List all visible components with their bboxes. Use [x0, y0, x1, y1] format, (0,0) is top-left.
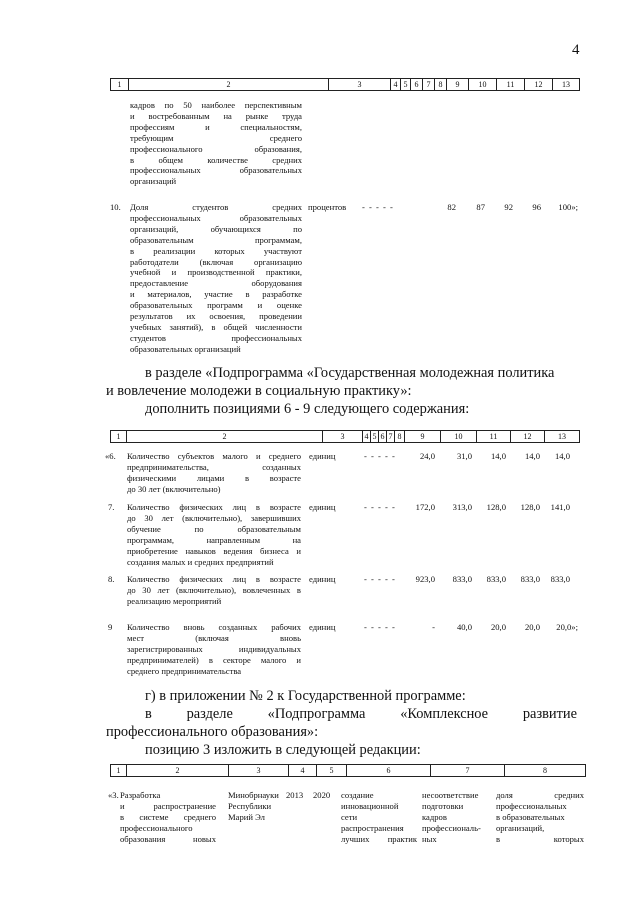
text-line: инновационной: [341, 800, 399, 811]
text-line: подготовки: [422, 800, 464, 811]
unit-cell: процентов: [308, 202, 347, 212]
value-cell: -: [432, 622, 435, 632]
value-cell: 313,0: [452, 502, 472, 512]
empty-cells: - - - - -: [364, 451, 396, 461]
value-cell: 20,0: [524, 622, 540, 632]
paragraph-line: в разделе «Подпрограмма «Комплексное развитие: [145, 706, 577, 722]
text-line: сети: [341, 811, 358, 822]
paragraph-line: профессионального образования»:: [106, 724, 319, 740]
paragraph-line: и вовлечение молодежи в социальную практику»:: [106, 383, 412, 399]
header-cell: 12: [525, 79, 553, 90]
header-cell: 11: [477, 431, 511, 442]
header-cell: 12: [511, 431, 545, 442]
row10-description: [130, 202, 302, 355]
value-cell: 96: [532, 202, 541, 212]
text-line: предпринимателей) в секторе малого и: [127, 654, 301, 665]
paragraph-line: в разделе «Подпрограмма «Государственная молодежная политика: [145, 365, 555, 381]
text-line: Количество вновь созданных рабочих: [127, 622, 301, 632]
text-line: Республики: [228, 800, 272, 811]
header-cell: 11: [497, 79, 525, 90]
header-cell: 6: [411, 79, 423, 90]
text-line: учебных занятий), в общей численности: [130, 321, 302, 332]
row-number: 8.: [108, 574, 115, 584]
table3-col3: [228, 790, 279, 823]
empty-cells: - - - - -: [364, 574, 396, 584]
header-cell: 10: [441, 431, 477, 442]
table3-col5: 2020: [313, 790, 331, 800]
text-line: в образовательных: [496, 811, 565, 822]
value-cell: 923,0: [415, 574, 435, 584]
text-line: организаций, обучающихся по: [130, 223, 302, 234]
text-line: до 30 лет (включительно): [127, 483, 221, 494]
text-line: создание: [341, 790, 374, 800]
table2-header: [110, 430, 580, 443]
text-line: профессиям и специальностям,: [130, 121, 302, 132]
text-line: предоставление оборудования: [130, 278, 302, 289]
text-line: профессиональных образовательных: [130, 212, 302, 223]
header-cell: 3: [229, 765, 289, 776]
header-cell: 8: [435, 79, 447, 90]
text-line: лучших практик: [341, 833, 417, 844]
empty-cells: - - - - -: [364, 622, 396, 632]
unit-cell: единиц: [309, 502, 336, 512]
text-line: кадров: [422, 811, 447, 822]
value-cell: 100»;: [558, 202, 578, 212]
header-cell: 2: [129, 79, 329, 90]
header-cell: 6: [379, 431, 387, 442]
paragraph-line: г) в приложении № 2 к Государственной программе:: [145, 688, 466, 704]
text-line: до 30 лет (включительно), вовлеченных в: [127, 584, 301, 595]
text-line: приобретение навыков ведения бизнеса и: [127, 545, 301, 556]
text-line: зарегистрированных индивидуальных: [127, 643, 301, 654]
header-cell: 5: [401, 79, 411, 90]
row-number: 7.: [108, 502, 115, 512]
text-line: создания малых и средних предприятий: [127, 556, 274, 567]
header-cell: 9: [447, 79, 469, 90]
header-cell: 13: [562, 80, 570, 89]
header-cell: 5: [371, 431, 379, 442]
header-cell: 7: [387, 431, 395, 442]
text-line: распространения: [341, 822, 404, 833]
text-line: учебной и производственной практики,: [130, 267, 302, 278]
row8-description: [127, 574, 301, 607]
row9-description: [127, 622, 301, 677]
header-cell: 8: [543, 766, 547, 775]
table1-continuation-text: [130, 100, 302, 187]
table3-col8: [496, 790, 584, 845]
value-cell: 82: [447, 202, 456, 212]
text-line: Количество физических лиц в возрасте: [127, 502, 301, 512]
text-line: и материалов, участие в разработке: [130, 289, 302, 300]
table3-col6: [341, 790, 417, 845]
text-line: образовательных программ и оценке: [130, 300, 302, 311]
header-cell: 9: [405, 431, 441, 442]
text-line: организаций,: [496, 822, 545, 833]
value-cell: 14,0: [554, 451, 570, 461]
table1-header: [110, 78, 580, 91]
text-line: Количество субъектов малого и среднего: [127, 451, 301, 461]
text-line: среднего предпринимательства: [127, 665, 242, 676]
text-line: физическими лицами в возрасте: [127, 472, 301, 483]
header-cell: 5: [317, 765, 347, 776]
table3-header: [110, 764, 586, 777]
text-line: обучение по образовательным: [127, 523, 301, 534]
value-cell: 20,0»;: [556, 622, 578, 632]
header-cell: 3: [323, 431, 363, 442]
unit-cell: единиц: [309, 622, 336, 632]
text-line: профессионального: [120, 822, 193, 833]
text-line: Минобрнауки: [228, 790, 279, 800]
text-line: профессионального образования,: [130, 143, 302, 154]
unit-cell: единиц: [309, 574, 336, 584]
value-cell: 128,0: [486, 502, 506, 512]
row-number: «3.: [108, 790, 119, 800]
empty-cells: - - - - -: [362, 202, 394, 212]
value-cell: 833,0: [452, 574, 472, 584]
text-line: мест (включая вновь: [127, 632, 301, 643]
row-number: «6.: [105, 451, 116, 461]
text-line: до 30 лет (включительно), завершивших: [127, 512, 301, 523]
unit-cell: единиц: [309, 451, 336, 461]
value-cell: 24,0: [419, 451, 435, 461]
header-cell: 8: [395, 431, 405, 442]
text-line: профессиональных: [496, 800, 567, 811]
value-cell: 14,0: [490, 451, 506, 461]
page-number: 4: [572, 42, 580, 58]
text-line: работодатели (включая организацию: [130, 256, 302, 267]
value-cell: 87: [476, 202, 485, 212]
text-line: образовательных организаций: [130, 343, 241, 354]
text-line: Марий Эл: [228, 811, 265, 822]
header-cell: 7: [423, 79, 435, 90]
text-line: предпринимательства, созданных: [127, 461, 301, 472]
value-cell: 128,0: [520, 502, 540, 512]
header-cell: 2: [127, 765, 229, 776]
text-line: Количество физических лиц в возрасте: [127, 574, 301, 584]
value-cell: 20,0: [490, 622, 506, 632]
text-line: доля средних: [496, 790, 584, 800]
text-line: кадров по 50 наиболее перспективным: [130, 100, 302, 110]
value-cell: 141,0: [550, 502, 570, 512]
text-line: в реализации которых участвуют: [130, 245, 302, 256]
text-line: ных: [422, 833, 437, 844]
text-line: в общем количестве средних: [130, 154, 302, 165]
header-cell: 13: [558, 432, 566, 441]
row-number: 10.: [110, 202, 121, 212]
table3-col2: [120, 790, 216, 845]
value-cell: 92: [504, 202, 513, 212]
value-cell: 31,0: [456, 451, 472, 461]
text-line: в системе среднего: [120, 811, 216, 822]
row6-description: [127, 451, 301, 495]
header-cell: 4: [363, 431, 371, 442]
text-line: организаций: [130, 176, 177, 187]
header-cell: 6: [347, 765, 431, 776]
row7-description: [127, 502, 301, 567]
text-line: и распространение: [120, 800, 216, 811]
header-cell: 4: [391, 79, 401, 90]
header-cell: 3: [329, 79, 391, 90]
text-line: требующим среднего: [130, 132, 302, 143]
value-cell: 833,0: [486, 574, 506, 584]
text-line: профессиональ-: [422, 822, 481, 833]
row-number: 9: [108, 622, 113, 632]
text-line: и востребованным на рынке труда: [130, 110, 302, 121]
value-cell: 833,0: [520, 574, 540, 584]
table3-col7: [422, 790, 481, 845]
text-line: программам, направленным на: [127, 534, 301, 545]
paragraph-line: дополнить позициями 6 - 9 следующего содержания:: [145, 401, 470, 417]
value-cell: 14,0: [524, 451, 540, 461]
header-cell: 4: [289, 765, 317, 776]
text-line: образовательным программам,: [130, 234, 302, 245]
header-cell: 7: [431, 765, 505, 776]
value-cell: 40,0: [456, 622, 472, 632]
text-line: результатов их освоения, проведении: [130, 311, 302, 322]
text-line: несоответствие: [422, 790, 479, 800]
text-line: в которых: [496, 833, 584, 844]
header-cell: 1: [111, 431, 127, 442]
text-line: Доля студентов средних: [130, 202, 302, 212]
text-line: реализацию мероприятий: [127, 595, 222, 606]
value-cell: 833,0: [550, 574, 570, 584]
header-cell: 10: [469, 79, 497, 90]
header-cell: 2: [127, 431, 323, 442]
text-line: студентов профессиональных: [130, 332, 302, 343]
text-line: Разработка: [120, 790, 161, 800]
empty-cells: - - - - -: [364, 502, 396, 512]
paragraph-line: позицию 3 изложить в следующей редакции:: [145, 742, 421, 758]
header-cell: 1: [111, 765, 127, 776]
value-cell: 172,0: [415, 502, 435, 512]
table3-col4: 2013: [286, 790, 304, 800]
header-cell: 1: [111, 79, 129, 90]
text-line: образования новых: [120, 833, 216, 844]
text-line: профессиональных образовательных: [130, 165, 302, 176]
